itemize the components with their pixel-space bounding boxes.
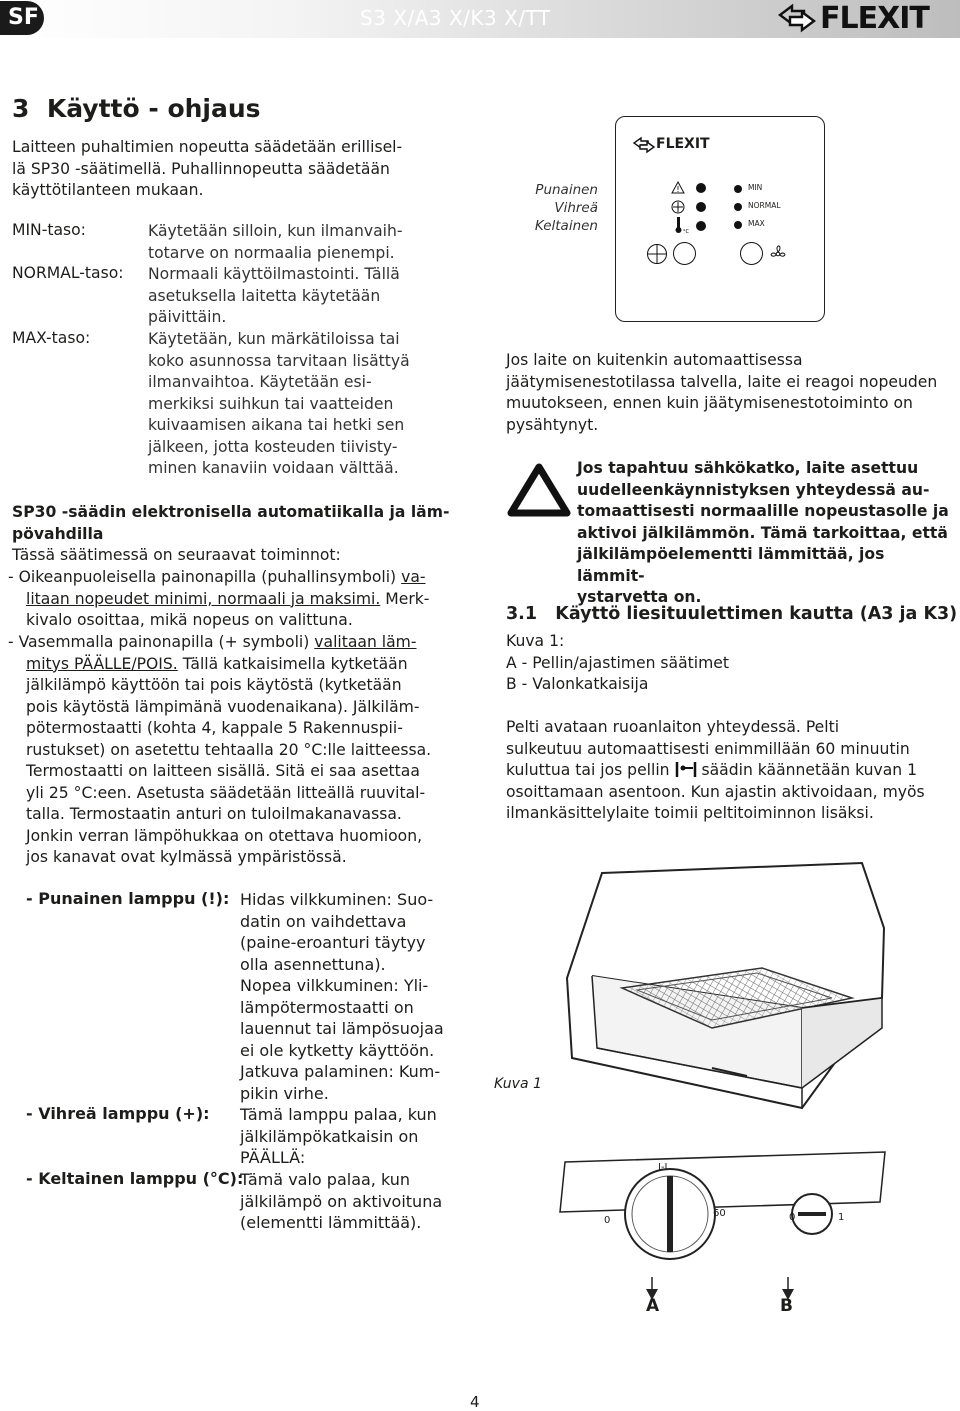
level-term-normal: NORMAL-taso: — [12, 264, 124, 282]
cooker-hood-illustration — [562, 858, 902, 1128]
page-header — [0, 0, 960, 38]
level-term-max: MAX-taso: — [12, 329, 91, 347]
sp30-bullet-fan: - Oikeanpuoleisella painonapilla (puhallinsymboli) va- litaan nopeudet minimi, normaali ja maksimi. Merk- kivalo osoittaa, mikä nopeus on valittuna. — [8, 568, 430, 629]
damper-paragraph: Pelti avataan ruoanlaiton yhteydessä. Pelti sulkeutuu automaattisesti enimmillään 60 minuutin kuluttua tai jos pellin säädin käännetään kuvan 1 osoittamaan asentoon. Kun ajastin aktivoidaan, myös ilmankäsittelylaite toimii peltitoiminnon lisäksi. — [506, 718, 925, 822]
figure-label-b: B — [780, 1296, 793, 1316]
subsection-title: 3.1 Käyttö liesituulettimen kautta (A3 ja K3) — [506, 604, 958, 624]
panel-label-red: Punainen — [535, 182, 598, 198]
figure-caption: Kuva 1 — [494, 1076, 542, 1092]
panel-brand: FLEXIT — [656, 136, 710, 152]
power-failure-warning: Jos tapahtuu sähkökatko, laite asettuu uudelleenkäynnistyksen yhteydessä au- tomaattisesti normaalille nopeustasolle ja aktivoi jälkilämmön. Tämä tarkoittaa, että jälkilämpöelementti lämmittää, jos lämmit- ystarvetta on. — [577, 459, 949, 606]
fan-speed-button[interactable] — [740, 242, 763, 265]
speed-label-max: MAX — [748, 219, 765, 228]
lamp-text-green: Tämä lamppu palaa, kun jälkilämpökatkaisin on PÄÄLLÄ: — [240, 1105, 437, 1167]
section-title: 3 Käyttö - ohjaus — [12, 94, 261, 123]
knob-scale-60: 60 — [713, 1208, 726, 1219]
sp30-heading: SP30 -säädin elektronisella automatiikalla ja läm- pövahdilla — [12, 503, 450, 543]
speed-label-normal: NORMAL — [748, 201, 781, 210]
warning-lamp-icon — [671, 181, 685, 194]
svg-text:°C: °C — [683, 229, 689, 235]
level-text-max: Käytetään, kun märkätiloissa tai koko asunnossa tarvitaan lisättyä ilmanvaihtoa. Käytetään esi- merkiksi suihkun tai vaatteiden kuivaamisen aikana tai hetki sen jälkeen, jotta kosteuden tiivisty- minen kanaviin voidaan välttää. — [148, 330, 410, 477]
panel-label-green: Vihreä — [554, 200, 598, 216]
flexit-arrows-icon — [778, 3, 816, 33]
control-knob-illustration — [560, 1152, 890, 1322]
red-lamp — [696, 183, 706, 193]
page-number: 4 — [470, 1393, 480, 1411]
damper-symbol-icon — [675, 761, 697, 778]
model-title: S3 X/A3 X/K3 X/TT — [360, 6, 551, 30]
switch-scale-0: 0 — [789, 1212, 796, 1223]
sp30-bullet-heating: - Vasemmalla painonapilla (+ symboli) valitaan läm- mitys PÄÄLLE/POIS. Tällä katkaisimella kytketään jälkilämpö käyttöön tai pois käytöstä (kytketään pois käytöstä lämpimänä vuodenaikana). Jälkiläm- pötermostaatti (kohta 4, kappale 5 Rakennuspii- rustukset) on asetettu tehtaalla 20 °C:lle laitteessa. Termostaatti on laitteen sisällä. Sitä ei saa asettaa yli 25 °C:een. Asetusta säädetään litteällä ruuvital- talla. Termostaatin anturi on tuloilmakanavassa. Jonkin verran lämpöhukkaa on otettava huomioon, jos kanavat ovat kylmässä ympäristössä. — [8, 633, 432, 866]
normal-lamp — [734, 203, 742, 211]
sp30-control-panel — [615, 116, 825, 322]
language-badge: SF — [0, 1, 44, 35]
warning-triangle-icon — [508, 464, 570, 516]
figure-legend: Kuva 1: A - Pellin/ajastimen säätimet B - Valonkatkaisija — [506, 632, 730, 693]
level-text-normal: Normaali käyttöilmastointi. Tällä asetuksella laitetta käytetään päivittäin. — [148, 265, 400, 326]
panel-label-yellow: Keltainen — [534, 218, 598, 234]
svg-text:!: ! — [676, 185, 680, 194]
speed-label-min: MIN — [748, 183, 763, 192]
brand-wordmark: FLEXIT — [820, 0, 929, 36]
knob-label: I-I — [658, 1162, 668, 1173]
section-intro: Laitteen puhaltimien nopeutta säädetään erillisel- lä SP30 -säätimellä. Puhallinnopeutta säädetään käyttötilanteen mukaan. — [12, 138, 403, 199]
sp30-intro: Tässä säätimessä on seuraavat toiminnot: — [12, 546, 341, 564]
figure-label-a: A — [646, 1296, 660, 1316]
lamp-text-red: Hidas vilkkuminen: Suo- datin on vaihdettava (paine-eroanturi täytyy olla asennettuna). Nopea vilkkuminen: Yli- lämpötermostaatti on lauennut tai lämpösuojaa ei ole kytketty käyttöön. Jatkuva palaminen: Kum- pikin virhe. — [240, 890, 444, 1103]
lamp-term-yellow: - Keltainen lamppu (°C): — [26, 1169, 244, 1188]
green-lamp — [696, 202, 706, 212]
min-lamp — [734, 185, 742, 193]
heating-plus-icon — [646, 243, 668, 265]
lamp-text-yellow: Tämä valo palaa, kun jälkilämpö on aktivoituna (elementti lämmittää). — [240, 1170, 443, 1232]
lamp-term-red: - Punainen lamppu (!): — [26, 889, 230, 908]
switch-scale-1: 1 — [838, 1212, 845, 1223]
knob-scale-0: 0 — [604, 1215, 611, 1226]
brand-logo — [778, 0, 929, 36]
thermometer-lamp-icon — [673, 216, 689, 235]
heating-lamp-icon — [671, 200, 685, 214]
panel-logo-icon — [633, 137, 655, 153]
yellow-lamp — [696, 221, 706, 231]
lamp-term-green: - Vihreä lamppu (+): — [26, 1104, 210, 1123]
max-lamp — [734, 221, 742, 229]
level-text-min: Käytetään silloin, kun ilmanvaih- totarve on normaalia pienempi. — [148, 222, 403, 262]
level-term-min: MIN-taso: — [12, 221, 86, 239]
frost-protection-note: Jos laite on kuitenkin automaattisessa jäätymisenestotilassa talvella, laite ei reagoi nopeuden muutokseen, ennen kuin jäätymisenestotoiminto on pysähtynyt. — [506, 351, 938, 434]
fan-icon — [767, 244, 789, 264]
heating-toggle-button[interactable] — [673, 242, 696, 265]
